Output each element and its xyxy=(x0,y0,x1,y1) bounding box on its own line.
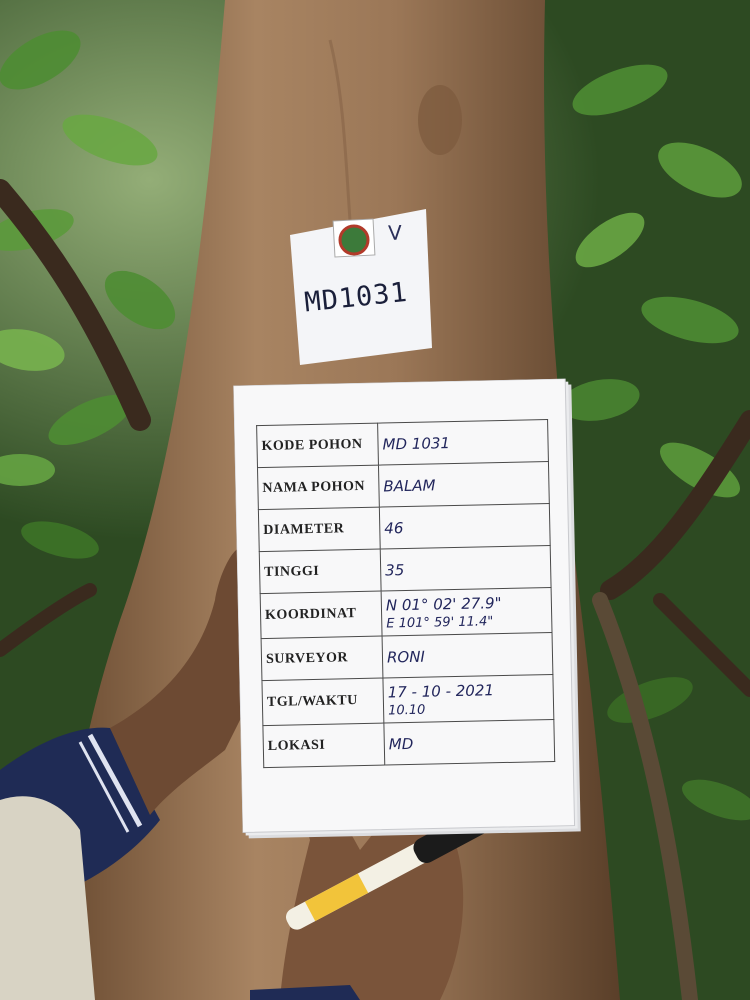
value-tanggal: 17 - 10 - 2021 xyxy=(387,680,495,701)
tree-tag-code: MD1031 xyxy=(303,276,410,319)
value-koordinat xyxy=(381,587,552,636)
value-surveyor: RONI xyxy=(382,632,553,678)
form-row-kode-pohon xyxy=(257,420,549,468)
label-tgl-waktu: TGL/WAKTU xyxy=(262,678,384,726)
survey-sheet xyxy=(233,378,582,840)
label-nama-pohon: NAMA POHON xyxy=(257,465,379,510)
label-surveyor: SURVEYOR xyxy=(261,636,383,681)
form-row-surveyor xyxy=(261,632,553,680)
form-row-nama-pohon xyxy=(257,462,549,510)
value-koordinat-north: N 01° 02' 27.9" xyxy=(385,593,502,614)
value-koordinat-east: E 101° 59' 11.4" xyxy=(386,613,494,631)
form-row-lokasi xyxy=(263,719,555,767)
value-tgl-waktu xyxy=(383,674,554,723)
form-row-diameter xyxy=(258,504,550,552)
form-row-tgl-waktu xyxy=(262,674,554,725)
value-diameter: 46 xyxy=(379,504,550,550)
value-tinggi: 35 xyxy=(380,546,551,592)
label-koordinat: KOORDINAT xyxy=(260,591,382,639)
form-row-tinggi xyxy=(259,546,551,594)
value-kode-pohon: MD 1031 xyxy=(378,420,549,466)
value-lokasi: MD xyxy=(384,719,555,765)
label-tinggi: TINGGI xyxy=(259,549,381,594)
form-row-koordinat xyxy=(260,587,552,638)
label-kode-pohon: KODE POHON xyxy=(257,423,379,468)
value-nama-pohon: BALAM xyxy=(378,462,549,508)
label-lokasi: LOKASI xyxy=(263,723,385,768)
tag-check-mark: V xyxy=(387,220,403,245)
tree-data-form xyxy=(256,419,555,768)
label-diameter: DIAMETER xyxy=(258,507,380,552)
value-waktu: 10.10 xyxy=(387,702,426,718)
tree-tag xyxy=(287,210,432,365)
